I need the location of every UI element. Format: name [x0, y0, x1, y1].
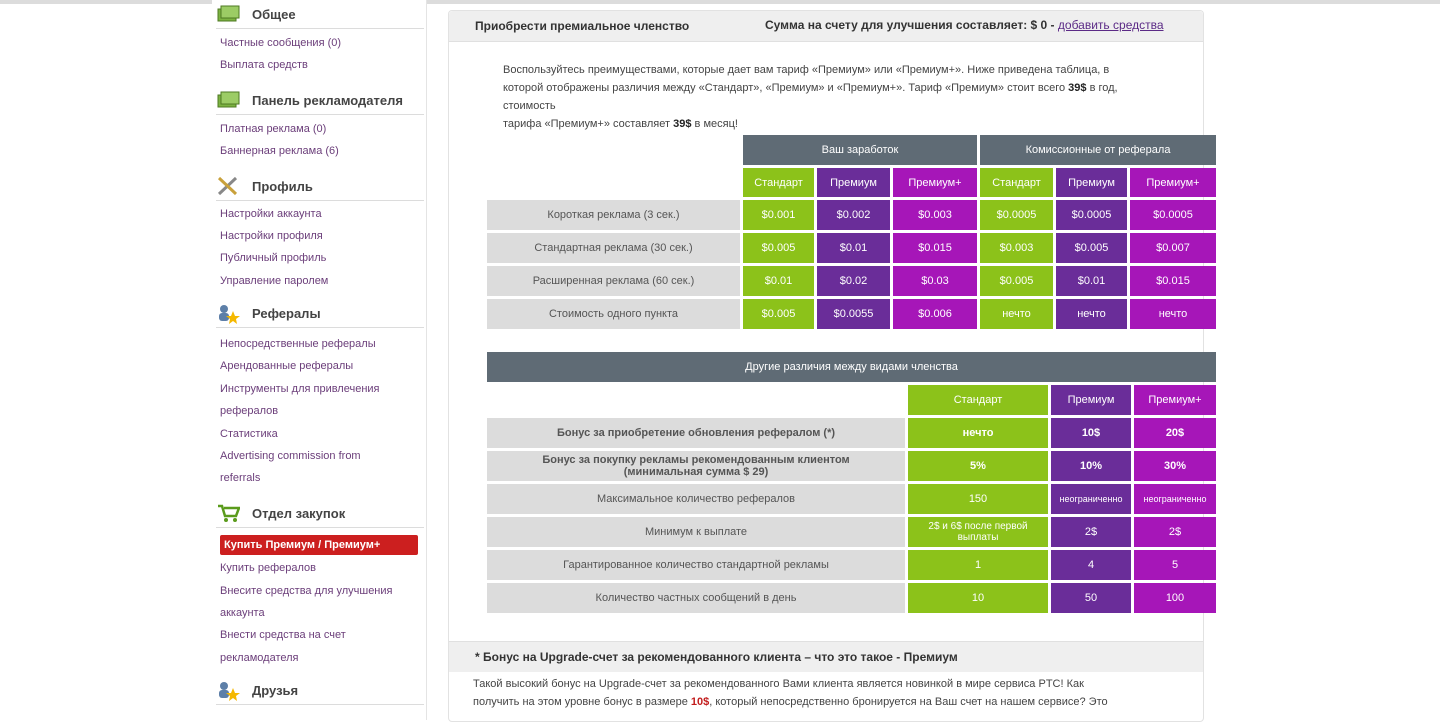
table-cell: $0.005 — [980, 266, 1053, 296]
col-header-standard: Стандарт — [908, 385, 1048, 415]
col-header-premium: Премиум — [1051, 385, 1131, 415]
table-cell: 2$ — [1051, 517, 1131, 547]
row-label: Короткая реклама (3 сек.) — [487, 200, 740, 230]
page-title: Приобрести премиальное членство — [475, 19, 690, 33]
table-cell: 5% — [908, 451, 1048, 481]
sidebar-section-title: Рефералы — [252, 306, 321, 321]
money-icon — [216, 89, 240, 111]
col-header-premium: Премиум — [817, 168, 890, 197]
col-header-premium-plus: Премиум+ — [1130, 168, 1216, 197]
table-cell: нечто — [1056, 299, 1127, 329]
table-cell: $0.01 — [743, 266, 814, 296]
table-cell: $0.005 — [1056, 233, 1127, 263]
cart-icon — [216, 502, 240, 524]
sidebar-item-ad-commission-cont[interactable]: referrals — [220, 472, 261, 484]
table-cell: $0.0005 — [1130, 200, 1216, 230]
note-line2a: получить на этом уровне бонус в размере — [473, 696, 688, 708]
note-header — [449, 641, 1203, 672]
add-funds-link[interactable]: добавить средства — [1057, 18, 1164, 32]
intro-text — [503, 61, 1139, 133]
table-cell: нечто — [1130, 299, 1216, 329]
table-cell: неограниченно — [1051, 484, 1131, 514]
balance-label: Сумма на счету для улучшения составляет: $ 0 - — [765, 18, 1055, 32]
row-label: Гарантированное количество стандартной рекламы — [487, 550, 905, 580]
table-cell: 4 — [1051, 550, 1131, 580]
table-cell: 100 — [1134, 583, 1216, 613]
row-label: Максимальное количество рефералов — [487, 484, 905, 514]
money-icon — [216, 3, 240, 25]
table-cell: $0.007 — [1130, 233, 1216, 263]
table-cell: $0.01 — [817, 233, 890, 263]
row-label: Расширенная реклама (60 сек.) — [487, 266, 740, 296]
table-cell: $0.02 — [817, 266, 890, 296]
row-label: Бонус за покупку рекламы рекомендованным клиентом (минимальная сумма $ 29) — [487, 451, 905, 481]
table-cell: 2$ — [1134, 517, 1216, 547]
table-cell: 10% — [1051, 451, 1131, 481]
sidebar-section-referrals — [216, 301, 424, 328]
sidebar-section-title: Общее — [252, 7, 296, 22]
sidebar-item-account-settings[interactable]: Настройки аккаунта — [220, 208, 322, 220]
col-header-premium: Премиум — [1056, 168, 1127, 197]
sidebar-section-general — [216, 2, 424, 29]
table-cell: $0.015 — [893, 233, 977, 263]
table-cell: $0.0005 — [1056, 200, 1127, 230]
table-cell: $0.005 — [743, 299, 814, 329]
sidebar-item-profile-settings[interactable]: Настройки профиля — [220, 230, 323, 242]
sidebar — [212, 0, 427, 720]
table-title: Другие различия между видами членства — [487, 352, 1216, 382]
table-cell: $0.002 — [817, 200, 890, 230]
sidebar-section-title: Профиль — [252, 179, 313, 194]
sidebar-section-friends — [216, 678, 424, 705]
note-bonus-amount: 10$ — [690, 696, 710, 708]
intro-line3: тарифа «Премиум+» составляет — [503, 118, 671, 130]
intro-line2b: в год, стоимость — [503, 82, 1118, 112]
table-cell: $0.015 — [1130, 266, 1216, 296]
table-cell: 20$ — [1134, 418, 1216, 448]
sidebar-section-title: Отдел закупок — [252, 506, 346, 521]
sidebar-item-direct-referrals[interactable]: Непосредственные рефералы — [220, 338, 376, 350]
sidebar-item-public-profile[interactable]: Публичный профиль — [220, 252, 327, 264]
sidebar-item-payout[interactable]: Выплата средств — [220, 59, 308, 71]
sidebar-item-paid-ads[interactable]: Платная реклама (0) — [220, 123, 327, 135]
row-label: Количество частных сообщений в день — [487, 583, 905, 613]
table-cell: нечто — [908, 418, 1048, 448]
sidebar-section-purchases — [216, 501, 424, 528]
col-header-standard: Стандарт — [980, 168, 1053, 197]
note-line2b: , который непосредственно бронируется на Ваш счет на нашем сервисе? Это — [709, 696, 1108, 708]
table-cell: 5 — [1134, 550, 1216, 580]
sidebar-item-statistics[interactable]: Статистика — [220, 428, 278, 440]
sidebar-section-advertiser — [216, 88, 424, 115]
sidebar-item-deposit-upgrade-cont[interactable]: аккаунта — [220, 607, 265, 619]
intro-line1: Воспользуйтесь преимуществами, которые дает вам тариф «Премиум» или «Премиум+». Ниже приведена таблица, в которой — [503, 64, 1110, 94]
intro-line2: отображены различия между «Стандарт», «Премиум» и «Премиум+». Тариф «Премиум» стоит всего — [546, 82, 1066, 94]
sidebar-item-private-messages[interactable]: Частные сообщения (0) — [220, 37, 342, 49]
col-header-standard: Стандарт — [743, 168, 814, 197]
row-label: Минимум к выплате — [487, 517, 905, 547]
sidebar-item-deposit-upgrade[interactable]: Внесите средства для улучшения — [220, 585, 393, 597]
col-header-premium-plus: Премиум+ — [1134, 385, 1216, 415]
sidebar-item-referral-tools[interactable]: Инструменты для привлечения — [220, 383, 380, 395]
referrals-icon — [216, 302, 240, 324]
sidebar-section-profile — [216, 174, 424, 201]
row-label: Бонус за приобретение обновления рефералом (*) — [487, 418, 905, 448]
sidebar-item-password[interactable]: Управление паролем — [220, 275, 329, 287]
price-per-year: 39$ — [1068, 82, 1087, 94]
col-header-premium-plus: Премиум+ — [893, 168, 977, 197]
table-cell: 2$ и 6$ после первой выплаты — [908, 517, 1048, 547]
table-cell: неограниченно — [1134, 484, 1216, 514]
table-cell: 10$ — [1051, 418, 1131, 448]
sidebar-item-banner-ads[interactable]: Баннерная реклама (6) — [220, 145, 339, 157]
price-per-month: 39$ — [673, 118, 692, 130]
premium-panel — [448, 10, 1207, 722]
note-text — [473, 675, 1185, 711]
balance-text — [765, 18, 1164, 32]
table-cell: $0.005 — [743, 233, 814, 263]
row-label: Стоимость одного пункта — [487, 299, 740, 329]
table-cell: $0.006 — [893, 299, 977, 329]
table-cell: 30% — [1134, 451, 1216, 481]
table-cell: $0.003 — [980, 233, 1053, 263]
note-line1: Такой высокий бонус на Upgrade-счет за рекомендованного Вами клиента является новинкой в мире сервиса PTC! Как — [473, 678, 1084, 690]
sidebar-item-buy-premium[interactable]: Купить Премиум / Премиум+ — [220, 535, 418, 555]
friends-icon — [216, 679, 240, 701]
sidebar-item-rented-referrals[interactable]: Арендованные рефералы — [220, 360, 354, 372]
sidebar-item-deposit-advertiser-cont[interactable]: рекламодателя — [220, 652, 299, 664]
table-cell: 150 — [908, 484, 1048, 514]
group-header-commission: Комиссионные от реферала — [980, 135, 1216, 165]
sidebar-item-buy-referrals[interactable]: Купить рефералов — [220, 562, 316, 574]
sidebar-section-title: Панель рекламодателя — [252, 93, 403, 108]
table-cell: 50 — [1051, 583, 1131, 613]
note-title: * Бонус на Upgrade-счет за рекомендованного клиента – что это такое - Премиум — [475, 650, 958, 664]
table-cell: 10 — [908, 583, 1048, 613]
panel-header — [449, 11, 1203, 42]
table-cell: $0.01 — [1056, 266, 1127, 296]
tools-icon — [216, 175, 240, 197]
sidebar-section-title: Друзья — [252, 683, 299, 698]
table-cell: $0.003 — [893, 200, 977, 230]
group-header-earnings: Ваш заработок — [743, 135, 977, 165]
table-cell: $0.0005 — [980, 200, 1053, 230]
table-cell: $0.0055 — [817, 299, 890, 329]
sidebar-item-ad-commission[interactable]: Advertising commission from — [220, 450, 361, 462]
intro-line3b: в месяц! — [694, 118, 738, 130]
sidebar-item-referral-tools-cont[interactable]: рефералов — [220, 405, 279, 417]
sidebar-item-deposit-advertiser[interactable]: Внести средства на счет — [220, 629, 346, 641]
table-cell: $0.03 — [893, 266, 977, 296]
row-label: Стандартная реклама (30 сек.) — [487, 233, 740, 263]
table-cell: нечто — [980, 299, 1053, 329]
table-cell: 1 — [908, 550, 1048, 580]
table-cell: $0.001 — [743, 200, 814, 230]
